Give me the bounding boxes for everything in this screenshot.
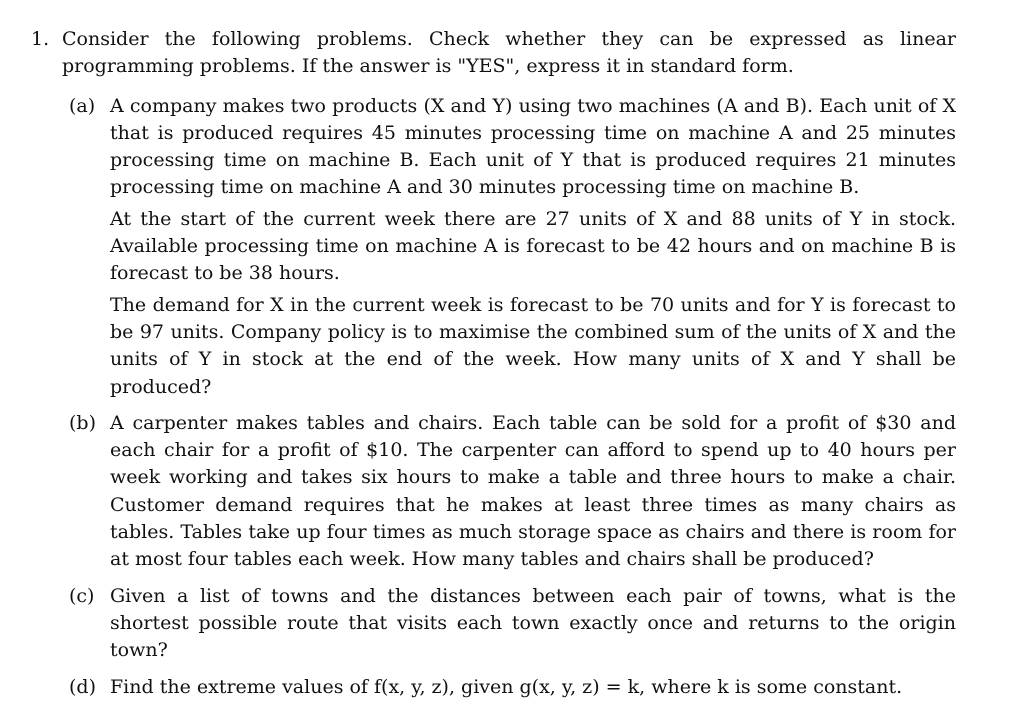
sub-problem-body [110,674,956,701]
problem-header [31,26,956,81]
paragraph: Find the extreme values of f(x, y, z), given g(x, y, z) = k, where k is some constant. [110,675,903,698]
sub-problem-list [69,93,956,701]
problem-1 [31,26,956,710]
sub-problem-body [110,93,956,401]
paragraph: A company makes two products (X and Y) using two machines (A and B). Each unit of X that is produced requires 45 minutes processing time on machine A and 25 minutes processing time on machine B. Each unit of Y that is produced requires 21 minutes processing time on machine A and 30 minutes processing time on machine B. [110,94,956,199]
sub-problem-label: (b) [69,411,96,434]
sub-problem-a [69,93,956,401]
problem-number: 1. [31,28,50,50]
paragraph: Given a list of towns and the distances between each pair of towns, what is the shortest possible route that visits each town exactly once and returns to the origin town? [110,584,956,662]
sub-problem-label: (d) [69,675,96,698]
sub-problem-body [110,410,956,574]
problem-intro: Consider the following problems. Check whether they can be expressed as linear programming problems. If the answer is "YES", express it in standard form. [62,28,956,78]
sub-problem-body [110,583,956,665]
sub-problem-c [69,583,956,665]
sub-problem-b [69,410,956,574]
paragraph: The demand for X in the current week is forecast to be 70 units and for Y is forecast to be 97 units. Company policy is to maximise the combined sum of the units of X and the units of Y in stock at the end of the week. How many units of X and Y shall be produced? [110,293,956,398]
paragraph: At the start of the current week there are 27 units of X and 88 units of Y in stock. Available processing time on machine A is forecast to be 42 hours and on machine B is forecast to be 38 hours. [110,207,956,285]
sub-problem-label: (a) [69,94,96,117]
sub-problem-d [69,674,956,701]
sub-problem-label: (c) [69,584,95,607]
paragraph: A carpenter makes tables and chairs. Each table can be sold for a profit of $30 and each chair for a profit of $10. The carpenter can afford to spend up to 40 hours per week working and takes six hours to make a table and three hours to make a chair. Customer demand requires that he makes at least three times as many chairs as tables. Tables take up four times as much storage space as chairs and there is room for at most four tables each week. How many tables and chairs shall be produced? [110,411,956,571]
